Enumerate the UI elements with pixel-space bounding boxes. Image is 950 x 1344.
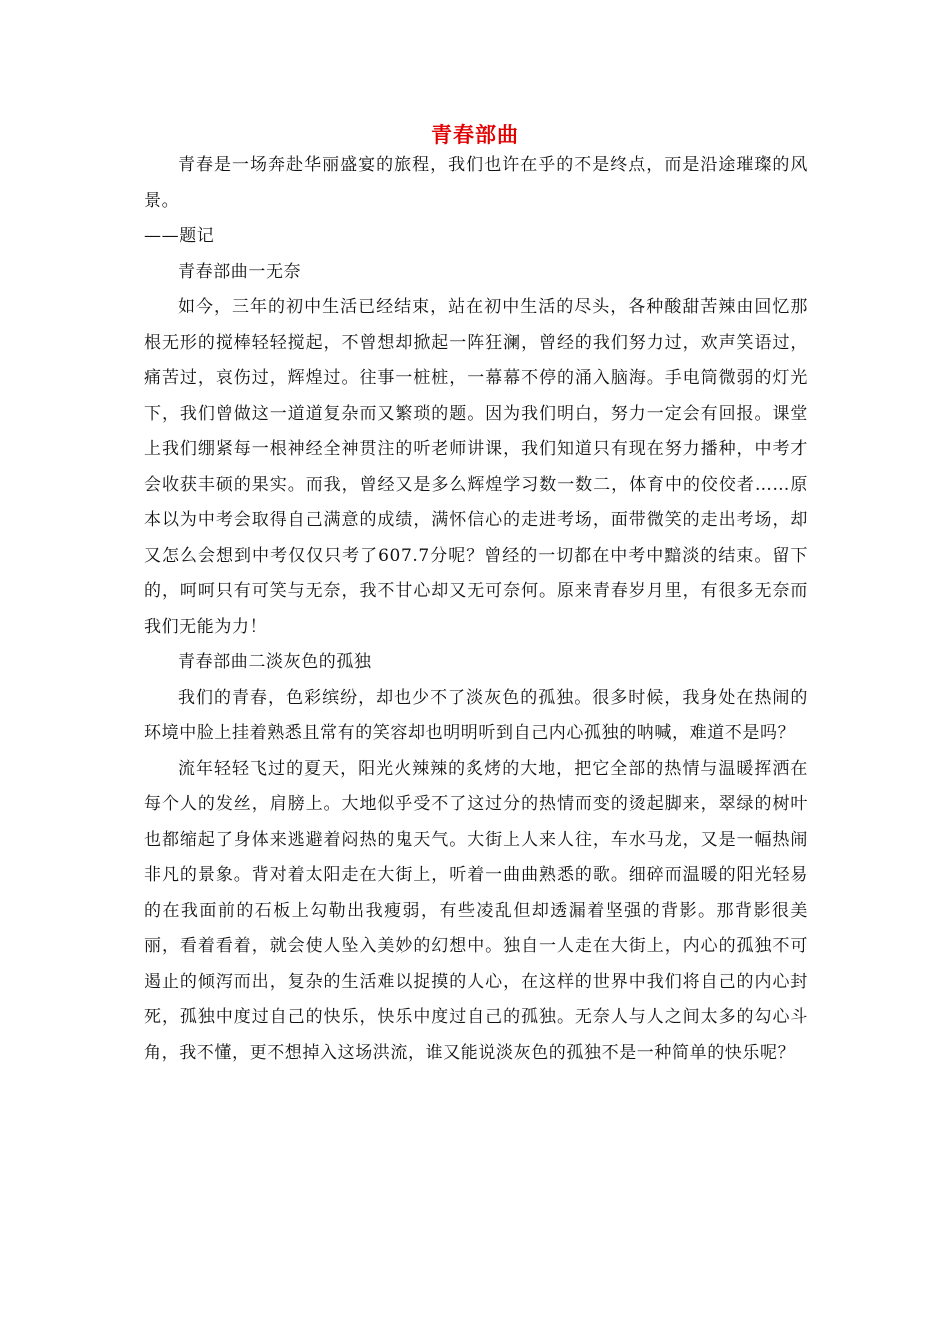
section-2-paragraph-2: 流年轻轻飞过的夏天，阳光火辣辣的炙烤的大地，把它全部的热情与温暖挥洒在每个人的发丝，肩膀上。大地似乎受不了这过分的热情而变的烫起脚来，翠绿的树叶也都缩起了身体来逃避着闷热的鬼天气。大街上人来人往，车水马龙，又是一幅热闹非凡的景象。背对着太阳走在大街上，听着一曲曲熟悉的歌。细碎而温暖的阳光轻易的在我面前的石板上勾勒出我瘦弱，有些凌乱但却透漏着坚强的背影。那背影很美丽，看着看着，就会使人坠入美妙的幻想中。独自一人走在大街上，内心的孤独不可遏止的倾泻而出，复杂的生活难以捉摸的人心，在这样的世界中我们将自己的内心封死，孤独中度过自己的快乐，快乐中度过自己的孤独。无奈人与人之间太多的勾心斗角，我不懂，更不想掉入这场洪流，谁又能说淡灰色的孤独不是一种简单的快乐呢？ bbox=[144, 758, 808, 1063]
section-1-paragraph: 如今，三年的初中生活已经结束，站在初中生活的尽头，各种酸甜苦辣由回忆那根无形的搅棒轻轻搅起，不曾想却掀起一阵狂澜，曾经的我们努力过，欢声笑语过，痛苦过，哀伤过，辉煌过。往事一桩桩，一幕幕不停的涌入脑海。手电筒微弱的灯光下，我们曾做这一道道复杂而又繁琐的题。因为我们明白，努力一定会有回报。课堂上我们绷紧每一根神经全神贯注的听老师讲课，我们知道只有现在努力播种，中考才会收获丰硕的果实。而我，曾经又是多么辉煌学习数一数二，体育中的佼佼者……原本以为中考会取得自己满意的成绩，满怀信心的走进考场，面带微笑的走出考场，却又怎么会想到中考仅仅只考了607.7分呢？曾经的一切都在中考中黯淡的结束。留下的，呵呵只有可笑与无奈，我不甘心却又无可奈何。原来青春岁月里，有很多无奈而我们无能为力！ bbox=[144, 297, 808, 637]
section-2-paragraph-1: 我们的青春，色彩缤纷，却也少不了淡灰色的孤独。很多时候，我身处在热闹的环境中脸上挂着熟悉且常有的笑容却也明明听到自己内心孤独的呐喊，难道不是吗？ bbox=[144, 687, 808, 743]
section-heading-2: 青春部曲二淡灰色的孤独 bbox=[178, 652, 372, 672]
document-title: 青春部曲 bbox=[431, 122, 519, 147]
document-body bbox=[144, 148, 808, 1071]
epigraph: 青春是一场奔赴华丽盛宴的旅程，我们也许在乎的不是终点，而是沿途璀璨的风景。 bbox=[144, 155, 808, 211]
section-heading-1: 青春部曲一无奈 bbox=[178, 261, 302, 282]
epigraph-attribution: ——题记 bbox=[144, 226, 215, 246]
